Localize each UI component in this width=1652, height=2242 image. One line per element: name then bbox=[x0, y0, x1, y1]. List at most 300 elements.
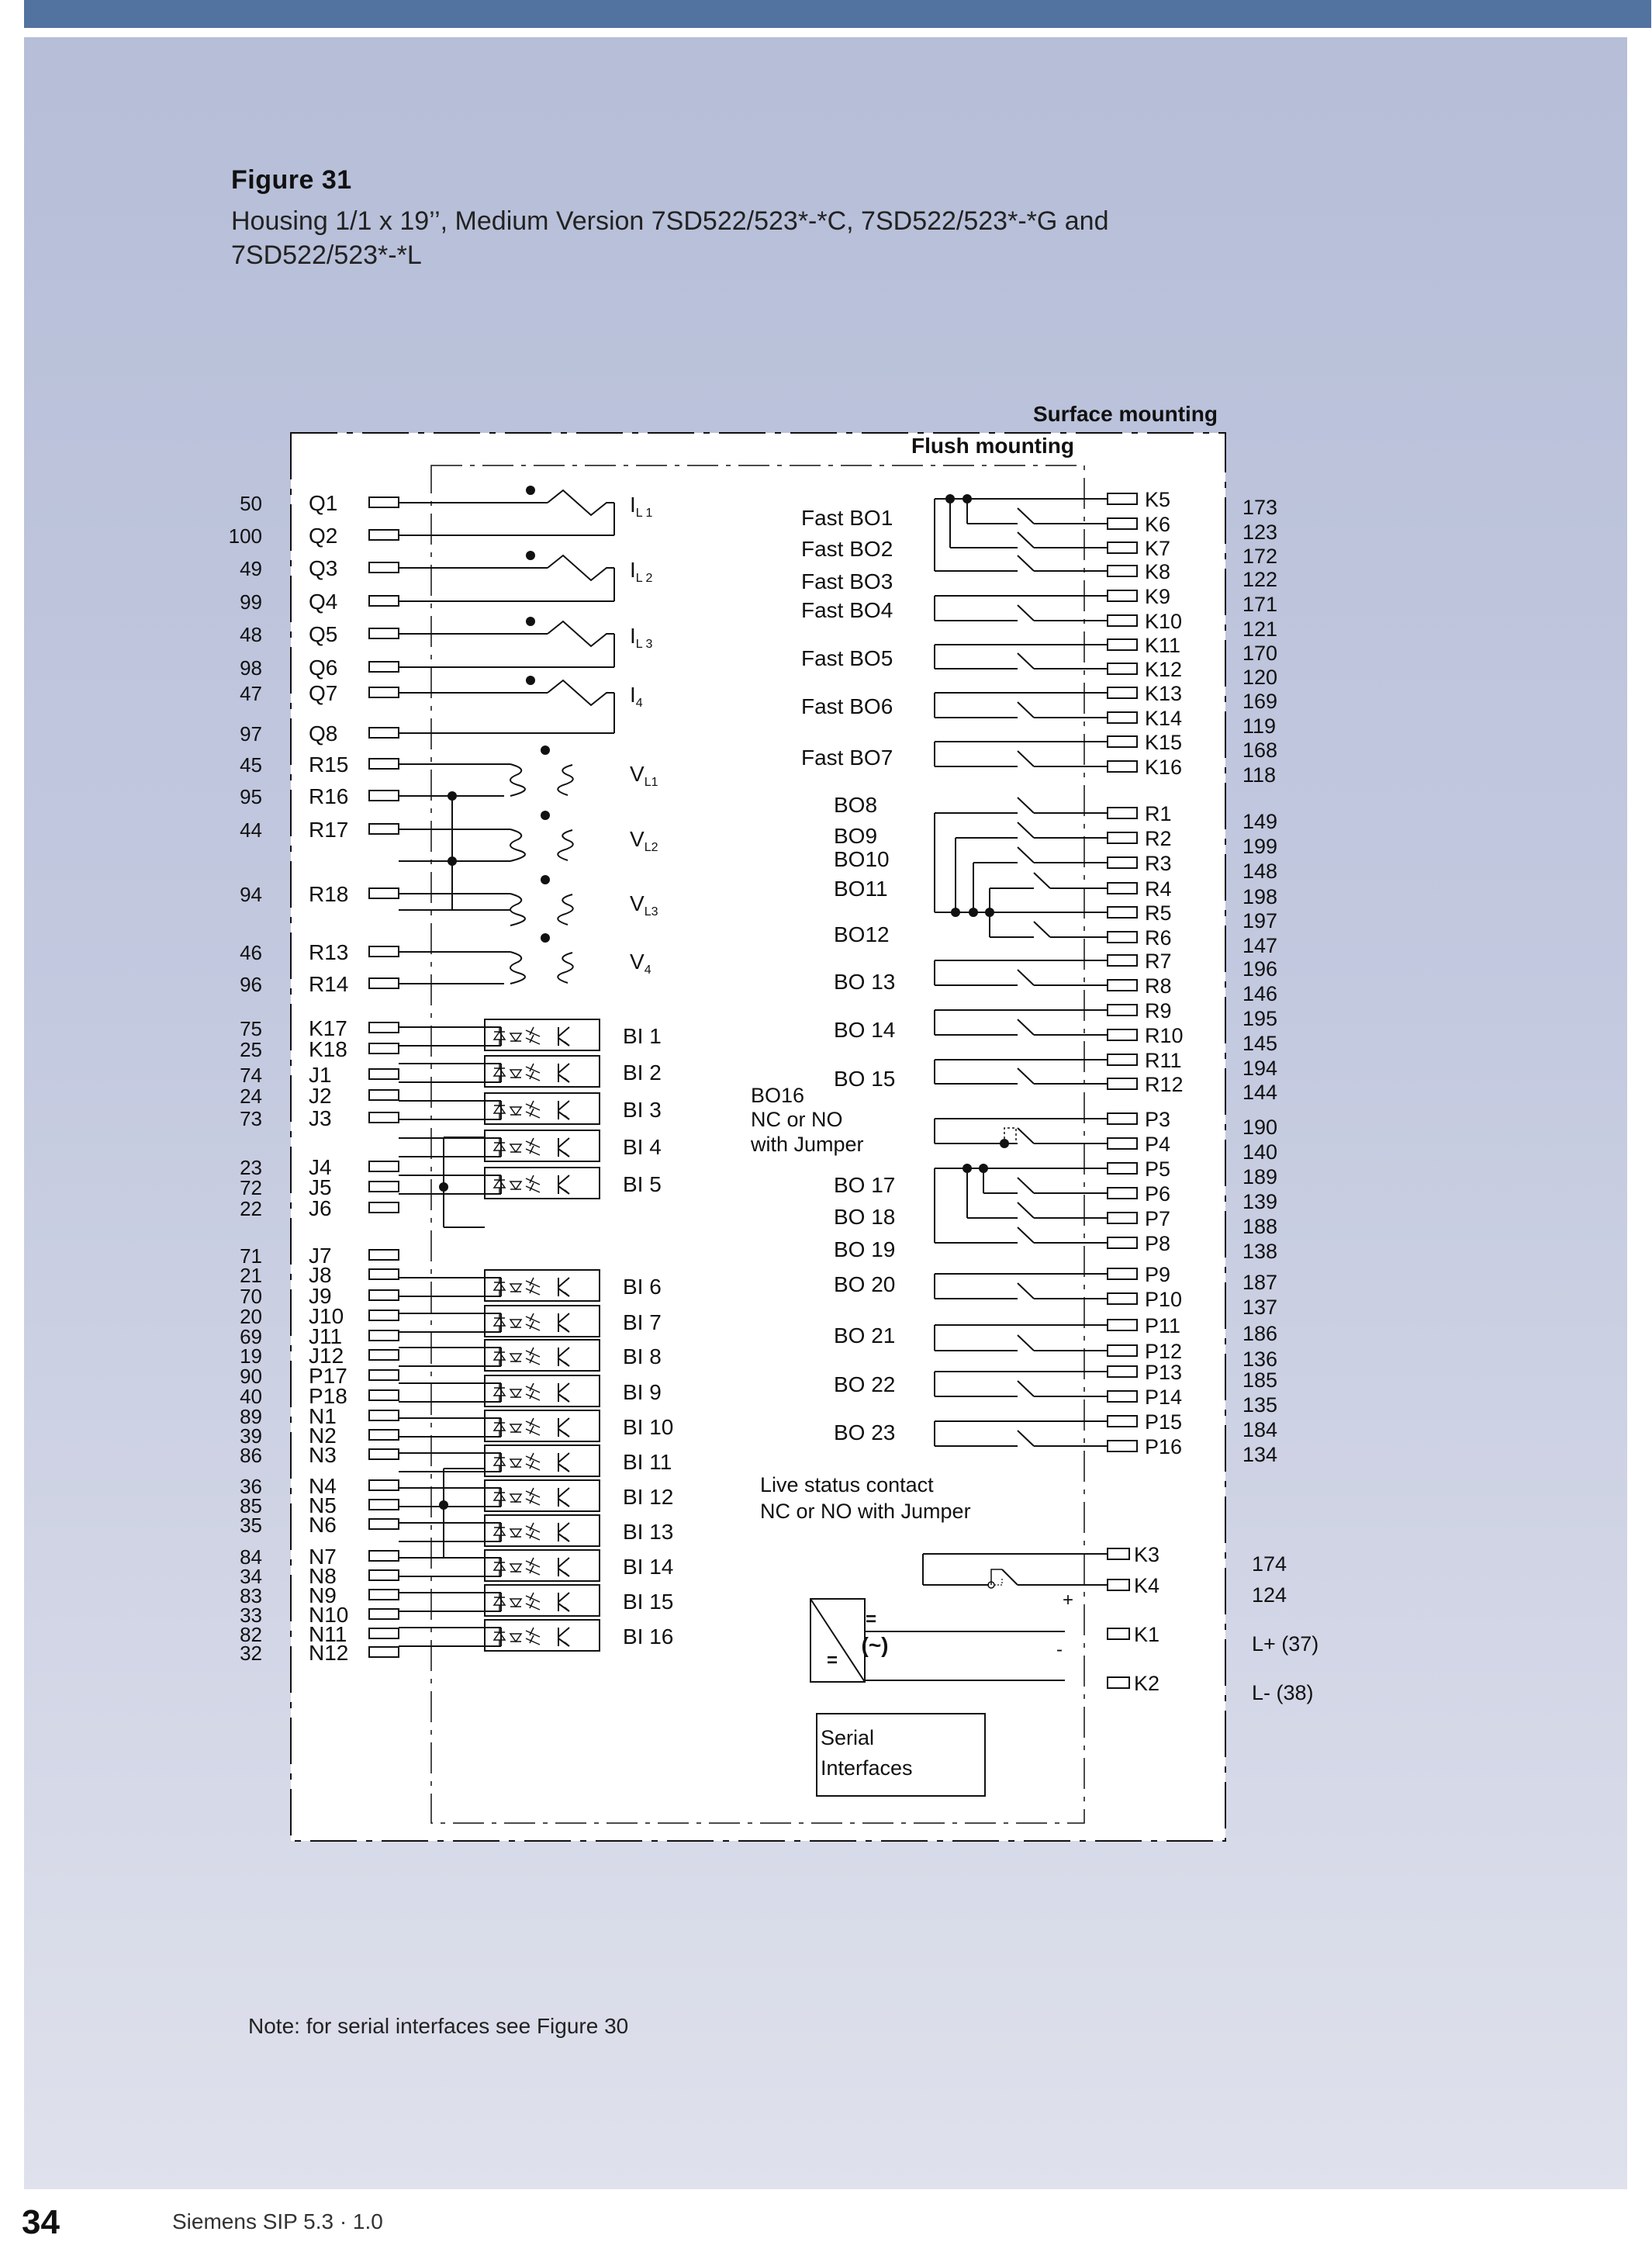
binary-input-label: BI 9 bbox=[623, 1380, 662, 1404]
binary-input-label: BI 16 bbox=[623, 1624, 674, 1649]
terminal-block bbox=[1108, 1579, 1129, 1590]
terminal-number: 119 bbox=[1242, 714, 1277, 738]
terminal-number: 121 bbox=[1242, 618, 1278, 641]
terminal-number: 44 bbox=[240, 818, 262, 842]
terminal-block bbox=[369, 1090, 399, 1100]
terminal-block bbox=[369, 1390, 399, 1400]
terminal-number: 45 bbox=[240, 753, 262, 777]
terminal-block bbox=[369, 1022, 399, 1033]
svg-text:V4: $V_4$ bbox=[630, 950, 651, 977]
terminal-block bbox=[1108, 1029, 1137, 1040]
svg-text:=: = bbox=[826, 1650, 838, 1671]
terminal-block bbox=[1108, 1138, 1137, 1149]
terminal-number: 47 bbox=[240, 682, 262, 705]
terminal-number: 135 bbox=[1242, 1393, 1278, 1417]
terminal-label: K12 bbox=[1145, 658, 1183, 681]
terminal-number: 32 bbox=[240, 1642, 262, 1665]
terminal-number: 83 bbox=[240, 1584, 262, 1607]
terminal-block bbox=[369, 728, 399, 738]
terminal-number: 24 bbox=[240, 1085, 262, 1108]
terminal-number: 34 bbox=[240, 1565, 262, 1588]
terminal-label: K4 bbox=[1134, 1574, 1160, 1597]
terminal-label: R6 bbox=[1145, 926, 1172, 950]
svg-text:VL3: $V_{L3}$ bbox=[630, 891, 658, 919]
terminal-label: R10 bbox=[1145, 1024, 1184, 1047]
binary-input-label: BI 6 bbox=[623, 1275, 662, 1299]
terminal-number: 149 bbox=[1242, 810, 1278, 833]
binary-input-label: BI 7 bbox=[623, 1310, 662, 1334]
svg-text:IL 2: $I_{L 2}$ bbox=[630, 558, 653, 585]
terminal-block bbox=[1108, 883, 1137, 894]
terminal-number: 21 bbox=[240, 1264, 262, 1287]
terminal-block bbox=[369, 1112, 399, 1123]
binary-output-label: BO 21 bbox=[834, 1323, 896, 1348]
terminal-block bbox=[1108, 808, 1137, 818]
terminal-label: K13 bbox=[1145, 682, 1183, 705]
terminal-label: K2 bbox=[1134, 1672, 1160, 1695]
terminal-number: 100 bbox=[228, 524, 262, 548]
binary-input-label: BI 1 bbox=[623, 1024, 662, 1048]
terminal-block bbox=[1108, 1366, 1137, 1377]
terminal-block bbox=[1108, 542, 1137, 553]
terminal-label: P8 bbox=[1145, 1232, 1171, 1255]
terminal-number: 184 bbox=[1242, 1418, 1278, 1441]
terminal-label: N10 bbox=[309, 1603, 349, 1627]
terminal-block bbox=[1108, 639, 1137, 650]
terminal-label: R2 bbox=[1145, 827, 1172, 850]
terminal-number: 168 bbox=[1242, 739, 1278, 762]
terminal-block bbox=[369, 1069, 399, 1079]
terminal-block bbox=[369, 497, 399, 507]
terminal-block bbox=[1108, 1078, 1137, 1089]
terminal-number: 48 bbox=[240, 623, 262, 646]
terminal-label: K16 bbox=[1145, 756, 1183, 779]
terminal-block bbox=[1108, 980, 1137, 991]
terminal-number: 25 bbox=[240, 1038, 262, 1061]
terminal-block bbox=[1108, 1113, 1137, 1124]
terminal-block bbox=[369, 1480, 399, 1490]
terminal-block bbox=[369, 562, 399, 573]
terminal-number: 70 bbox=[240, 1285, 262, 1308]
terminal-label: K5 bbox=[1145, 488, 1171, 511]
terminal-label: R17 bbox=[309, 818, 349, 842]
terminal-label: K10 bbox=[1145, 610, 1183, 633]
terminal-block bbox=[1108, 1054, 1137, 1065]
terminal-block bbox=[369, 824, 399, 834]
terminal-number: L- (38) bbox=[1252, 1681, 1314, 1704]
terminal-block bbox=[1108, 761, 1137, 772]
terminal-label: J3 bbox=[309, 1106, 332, 1130]
terminal-number: 85 bbox=[240, 1494, 262, 1517]
terminal-label: K6 bbox=[1145, 513, 1171, 536]
svg-text:Interfaces: Interfaces bbox=[821, 1756, 913, 1780]
terminal-block bbox=[369, 1043, 399, 1054]
terminal-number: 190 bbox=[1242, 1116, 1278, 1139]
terminal-label: N12 bbox=[309, 1641, 349, 1665]
binary-input-label: BI 2 bbox=[623, 1060, 662, 1085]
terminal-number: 185 bbox=[1242, 1368, 1278, 1392]
terminal-label: Q8 bbox=[309, 721, 338, 746]
terminal-block bbox=[369, 662, 399, 672]
terminal-block bbox=[369, 1570, 399, 1580]
terminal-block bbox=[1108, 1320, 1137, 1330]
terminal-block bbox=[1108, 932, 1137, 943]
terminal-label: K11 bbox=[1145, 634, 1181, 657]
terminal-number: 22 bbox=[240, 1197, 262, 1220]
terminal-number: 49 bbox=[240, 557, 262, 580]
terminal-label: P17 bbox=[309, 1364, 347, 1388]
terminal-number: 171 bbox=[1242, 593, 1278, 616]
terminal-label: N11 bbox=[309, 1622, 347, 1646]
terminal-number: L+ (37) bbox=[1252, 1632, 1319, 1656]
binary-output-label: Fast BO5 bbox=[801, 646, 893, 670]
terminal-number: 123 bbox=[1242, 521, 1278, 544]
terminal-number: 187 bbox=[1242, 1271, 1278, 1294]
live-status-label: Live status contact bbox=[760, 1473, 934, 1496]
binary-output-label: BO 20 bbox=[834, 1272, 896, 1296]
terminal-number: 139 bbox=[1242, 1190, 1278, 1213]
terminal-number: 90 bbox=[240, 1365, 262, 1388]
terminal-number: 35 bbox=[240, 1514, 262, 1537]
terminal-label: P11 bbox=[1145, 1314, 1181, 1337]
terminal-label: J7 bbox=[309, 1244, 332, 1268]
terminal-block bbox=[1108, 590, 1137, 601]
terminal-label: N7 bbox=[309, 1545, 337, 1569]
terminal-block bbox=[1108, 1345, 1137, 1356]
binary-output-label: BO10 bbox=[834, 847, 890, 871]
terminal-number: 199 bbox=[1242, 835, 1278, 858]
binary-output-label: Fast BO1 bbox=[801, 506, 893, 530]
terminal-number: 89 bbox=[240, 1405, 262, 1428]
terminal-number: 136 bbox=[1242, 1348, 1278, 1371]
terminal-block bbox=[1108, 1416, 1137, 1427]
terminal-number: 96 bbox=[240, 973, 262, 996]
terminal-block bbox=[369, 1551, 399, 1561]
terminal-label: K3 bbox=[1134, 1543, 1160, 1566]
terminal-label: N3 bbox=[309, 1443, 337, 1467]
terminal-number: 169 bbox=[1242, 690, 1278, 713]
terminal-block bbox=[369, 1290, 399, 1300]
terminal-number: 189 bbox=[1242, 1165, 1278, 1188]
terminal-number: 138 bbox=[1242, 1240, 1278, 1263]
terminal-block bbox=[369, 791, 399, 801]
psu-plus-label: + bbox=[1063, 1590, 1074, 1611]
terminal-block bbox=[369, 1410, 399, 1420]
terminal-label: K9 bbox=[1145, 585, 1171, 608]
terminal-number: 174 bbox=[1252, 1552, 1287, 1576]
terminal-label: R4 bbox=[1145, 877, 1172, 901]
terminal-label: N8 bbox=[309, 1564, 337, 1588]
terminal-label: P13 bbox=[1145, 1361, 1183, 1384]
terminal-block bbox=[369, 1647, 399, 1657]
terminal-label: P9 bbox=[1145, 1263, 1171, 1286]
terminal-label: R9 bbox=[1145, 999, 1172, 1022]
terminal-number: 144 bbox=[1242, 1081, 1278, 1104]
binary-output-label: Fast BO4 bbox=[801, 598, 893, 622]
terminal-label: K1 bbox=[1134, 1623, 1160, 1646]
terminal-label: J2 bbox=[309, 1084, 332, 1108]
terminal-block bbox=[1108, 663, 1137, 674]
figure-title: Figure 31 bbox=[231, 165, 352, 195]
terminal-block bbox=[369, 1161, 399, 1171]
terminal-block bbox=[369, 978, 399, 988]
terminal-block bbox=[369, 687, 399, 697]
binary-input-label: BI 14 bbox=[623, 1555, 674, 1579]
binary-output-label: BO 17 bbox=[834, 1173, 896, 1197]
terminal-label: R3 bbox=[1145, 852, 1172, 875]
terminal-label: J11 bbox=[309, 1324, 343, 1348]
terminal-label: P3 bbox=[1145, 1108, 1171, 1131]
terminal-label: Q3 bbox=[309, 556, 338, 580]
terminal-label: R13 bbox=[309, 940, 349, 964]
terminal-block bbox=[369, 1250, 399, 1260]
terminal-label: J8 bbox=[309, 1263, 332, 1287]
terminal-label: J4 bbox=[309, 1155, 332, 1179]
terminal-block bbox=[369, 1370, 399, 1380]
terminal-block bbox=[369, 596, 399, 606]
figure-caption: Housing 1/1 x 19’’, Medium Version 7SD522/523*-*C, 7SD522/523*-*G and 7SD522/523*-*L bbox=[231, 206, 1109, 270]
binary-input-label: BI 4 bbox=[623, 1135, 662, 1159]
terminal-label: P14 bbox=[1145, 1386, 1183, 1409]
terminal-block bbox=[1108, 518, 1137, 529]
terminal-label: N6 bbox=[309, 1513, 337, 1537]
binary-output-label: BO 13 bbox=[834, 970, 896, 994]
terminal-number: 40 bbox=[240, 1385, 262, 1408]
terminal-number: 140 bbox=[1242, 1140, 1278, 1164]
terminal-number: 46 bbox=[240, 941, 262, 964]
terminal-block bbox=[1108, 955, 1137, 966]
terminal-block bbox=[1108, 907, 1137, 918]
terminal-label: J5 bbox=[309, 1175, 332, 1199]
binary-input-label: BI 12 bbox=[623, 1485, 674, 1509]
terminal-label: R15 bbox=[309, 753, 349, 777]
terminal-label: K7 bbox=[1145, 537, 1171, 560]
terminal-number: 20 bbox=[240, 1305, 262, 1328]
bo16-label: BO16 bbox=[751, 1084, 805, 1107]
terminal-label: K17 bbox=[309, 1016, 347, 1040]
binary-input-label: BI 15 bbox=[623, 1590, 674, 1614]
terminal-label: P10 bbox=[1145, 1288, 1183, 1311]
terminal-label: N9 bbox=[309, 1583, 337, 1607]
terminal-number: 118 bbox=[1242, 763, 1277, 787]
terminal-number: 147 bbox=[1242, 934, 1278, 957]
terminal-block bbox=[369, 1269, 399, 1279]
terminal-block bbox=[1108, 857, 1137, 868]
terminal-label: Q1 bbox=[309, 491, 338, 515]
terminal-number: 23 bbox=[240, 1156, 262, 1179]
terminal-label: N2 bbox=[309, 1424, 337, 1448]
terminal-number: 98 bbox=[240, 656, 262, 680]
terminal-number: 186 bbox=[1242, 1322, 1278, 1345]
terminal-block bbox=[369, 1449, 399, 1459]
terminal-number: 73 bbox=[240, 1107, 262, 1130]
terminal-label: R18 bbox=[309, 882, 349, 906]
terminal-number: 195 bbox=[1242, 1007, 1278, 1030]
terminal-label: P7 bbox=[1145, 1207, 1171, 1230]
terminal-label: N4 bbox=[309, 1474, 337, 1498]
terminal-block bbox=[369, 888, 399, 898]
terminal-number: 122 bbox=[1242, 568, 1278, 591]
terminal-block bbox=[1108, 1677, 1129, 1688]
terminal-block bbox=[369, 628, 399, 638]
terminal-label: R14 bbox=[309, 972, 349, 996]
terminal-label: P18 bbox=[309, 1384, 347, 1408]
terminal-number: 50 bbox=[240, 492, 262, 515]
svg-text:I4: $I_4$ bbox=[630, 683, 643, 710]
terminal-block bbox=[1108, 493, 1137, 504]
terminal-number: 97 bbox=[240, 722, 262, 746]
terminal-block bbox=[1108, 736, 1137, 747]
svg-text:IL 1: $I_{L 1}$ bbox=[630, 493, 653, 520]
terminal-block bbox=[369, 1500, 399, 1510]
terminal-block bbox=[369, 1350, 399, 1360]
terminal-label: R8 bbox=[1145, 974, 1172, 998]
binary-output-label: BO 22 bbox=[834, 1372, 896, 1396]
binary-input-label: BI 13 bbox=[623, 1520, 674, 1544]
terminal-label: J6 bbox=[309, 1196, 332, 1220]
binary-output-label: BO 14 bbox=[834, 1018, 896, 1042]
terminal-label: J12 bbox=[309, 1344, 344, 1368]
terminal-number: 39 bbox=[240, 1424, 262, 1448]
terminal-label: P5 bbox=[1145, 1157, 1171, 1181]
terminal-block bbox=[1108, 1548, 1129, 1559]
terminal-number: 69 bbox=[240, 1325, 262, 1348]
terminal-label: Q2 bbox=[309, 524, 338, 548]
bo16-nc-no-label: NC or NO bbox=[751, 1108, 843, 1131]
terminal-block bbox=[369, 1430, 399, 1440]
terminal-label: R1 bbox=[1145, 802, 1172, 825]
binary-output-label: BO 18 bbox=[834, 1205, 896, 1229]
terminal-label: R16 bbox=[309, 784, 349, 808]
terminal-label: Q4 bbox=[309, 590, 338, 614]
terminal-number: 82 bbox=[240, 1623, 262, 1646]
terminal-label: R12 bbox=[1145, 1073, 1184, 1096]
terminal-label: R11 bbox=[1145, 1049, 1182, 1072]
terminal-block bbox=[1108, 1213, 1137, 1223]
binary-output-label: Fast BO6 bbox=[801, 694, 893, 718]
terminal-block bbox=[1108, 712, 1137, 723]
terminal-number: 194 bbox=[1242, 1057, 1278, 1080]
terminal-number: 94 bbox=[240, 883, 262, 906]
terminal-number: 74 bbox=[240, 1064, 262, 1087]
flush-mounting-label: Flush mounting bbox=[911, 434, 1074, 458]
svg-text:VL2: $V_{L2}$ bbox=[630, 827, 658, 854]
terminal-number: 120 bbox=[1242, 666, 1278, 689]
terminal-label: P6 bbox=[1145, 1182, 1171, 1206]
binary-output-label: BO 15 bbox=[834, 1067, 896, 1091]
svg-text:Serial: Serial bbox=[821, 1726, 875, 1749]
terminal-number: 84 bbox=[240, 1545, 262, 1569]
terminal-number: 36 bbox=[240, 1475, 262, 1498]
terminal-block bbox=[1108, 1237, 1137, 1248]
footer-text: Siemens SIP 5.3 · 1.0 bbox=[172, 2209, 383, 2233]
svg-text:=: = bbox=[865, 1609, 877, 1630]
terminal-block bbox=[1108, 615, 1137, 626]
terminal-label: K15 bbox=[1145, 731, 1183, 754]
binary-output-label: Fast BO3 bbox=[801, 569, 893, 593]
terminal-number: 145 bbox=[1242, 1032, 1278, 1055]
terminal-number: 99 bbox=[240, 590, 262, 614]
terminal-block bbox=[369, 1609, 399, 1619]
terminal-block bbox=[369, 1628, 399, 1638]
terminal-block bbox=[1108, 1268, 1137, 1279]
terminal-block bbox=[1108, 566, 1137, 576]
terminal-block bbox=[369, 1202, 399, 1213]
page-number: 34 bbox=[22, 2203, 60, 2241]
terminal-block bbox=[1108, 1293, 1137, 1304]
terminal-number: 146 bbox=[1242, 982, 1278, 1005]
terminal-label: N1 bbox=[309, 1404, 337, 1428]
terminal-label: Q7 bbox=[309, 681, 338, 705]
terminal-number: 172 bbox=[1242, 545, 1278, 568]
terminal-number: 71 bbox=[240, 1244, 262, 1268]
left-terminal-group bbox=[229, 491, 399, 1665]
figure-note: Note: for serial interfaces see Figure 30 bbox=[248, 2014, 629, 2038]
terminal-number: 134 bbox=[1242, 1443, 1278, 1466]
terminal-block bbox=[369, 530, 399, 540]
terminal-label: R7 bbox=[1145, 950, 1172, 973]
bo16-jumper-label: with Jumper bbox=[751, 1133, 864, 1156]
binary-output-label: BO 19 bbox=[834, 1237, 896, 1261]
terminal-number: 86 bbox=[240, 1444, 262, 1467]
binary-output-label: BO12 bbox=[834, 922, 890, 946]
binary-output-label: BO 23 bbox=[834, 1420, 896, 1444]
terminal-number: 173 bbox=[1242, 496, 1278, 519]
terminal-block bbox=[1108, 687, 1137, 698]
terminal-number: 95 bbox=[240, 785, 262, 808]
terminal-block bbox=[369, 1182, 399, 1192]
terminal-number: 188 bbox=[1242, 1215, 1278, 1238]
binary-output-label: Fast BO7 bbox=[801, 746, 893, 770]
terminal-label: Q6 bbox=[309, 656, 338, 680]
terminal-block bbox=[1108, 1628, 1129, 1639]
terminal-label: P4 bbox=[1145, 1133, 1171, 1156]
binary-input-label: BI 11 bbox=[623, 1450, 672, 1474]
terminal-number: 148 bbox=[1242, 860, 1278, 883]
terminal-number: 170 bbox=[1242, 642, 1278, 665]
terminal-number: 33 bbox=[240, 1604, 262, 1627]
binary-output-label: Fast BO2 bbox=[801, 537, 893, 561]
terminal-label: K18 bbox=[309, 1037, 347, 1061]
terminal-block bbox=[369, 1519, 399, 1529]
terminal-block bbox=[1108, 832, 1137, 843]
binary-input-label: BI 3 bbox=[623, 1098, 662, 1122]
terminal-block bbox=[1108, 1188, 1137, 1199]
terminal-number: 19 bbox=[240, 1344, 262, 1368]
terminal-label: J10 bbox=[309, 1304, 344, 1328]
binary-output-label: BO8 bbox=[834, 793, 878, 817]
terminal-block bbox=[369, 1330, 399, 1341]
terminal-number: 72 bbox=[240, 1176, 262, 1199]
svg-text:IL 3: $I_{L 3}$ bbox=[630, 624, 653, 651]
terminal-number: 197 bbox=[1242, 909, 1278, 932]
terminal-block bbox=[369, 759, 399, 769]
binary-output-label: BO11 bbox=[834, 877, 888, 901]
terminal-block bbox=[369, 1590, 399, 1600]
terminal-block bbox=[1108, 1163, 1137, 1174]
terminal-label: K14 bbox=[1145, 707, 1183, 730]
binary-output-label: BO9 bbox=[834, 824, 878, 848]
terminal-label: K8 bbox=[1145, 560, 1171, 583]
terminal-label: N5 bbox=[309, 1493, 337, 1517]
svg-text:(~): (~) bbox=[861, 1633, 889, 1657]
binary-input-label: BI 10 bbox=[623, 1415, 674, 1439]
terminal-number: 198 bbox=[1242, 885, 1278, 908]
terminal-label: P15 bbox=[1145, 1410, 1183, 1434]
surface-mounting-label: Surface mounting bbox=[1032, 402, 1218, 426]
terminal-number: 196 bbox=[1242, 957, 1278, 981]
terminal-block bbox=[369, 1310, 399, 1320]
